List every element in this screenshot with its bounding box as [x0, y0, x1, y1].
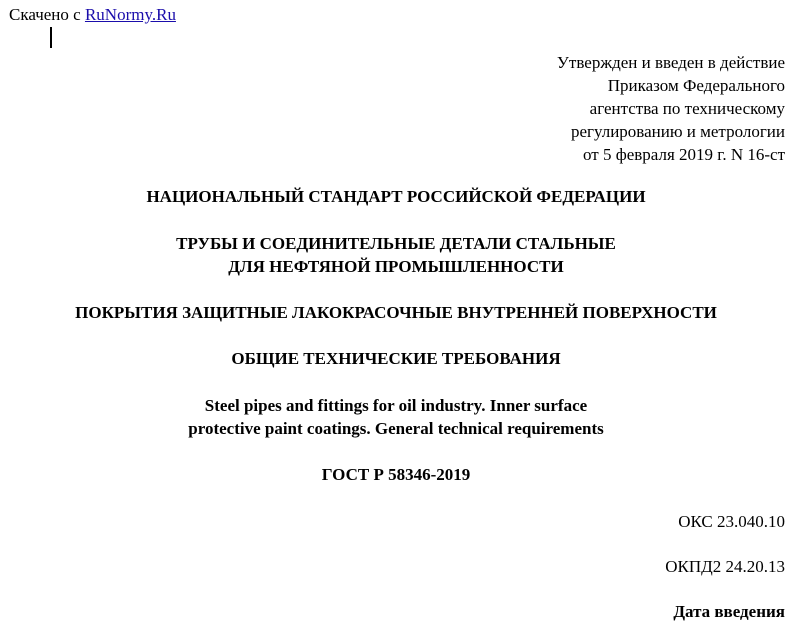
- intro-date-label: Дата введения: [673, 602, 785, 621]
- gost-number: ГОСТ Р 58346-2019: [321, 465, 471, 484]
- text-cursor: [50, 27, 52, 48]
- approval-line: от 5 февраля 2019 г. N 16-ст: [582, 145, 785, 164]
- approval-block: [557, 51, 785, 166]
- source-prefix: Скачено с: [9, 5, 85, 24]
- english-title-line: Steel pipes and fittings for oil industry. Inner surface: [204, 396, 588, 415]
- approval-line: Утвержден и введен в действие: [556, 53, 785, 72]
- runormy-link[interactable]: RuNormy.Ru: [84, 5, 176, 24]
- source-line: [9, 3, 176, 26]
- title-line: ТРУБЫ И СОЕДИНИТЕЛЬНЫЕ ДЕТАЛИ СТАЛЬНЫЕ: [176, 234, 616, 253]
- oks-code: ОКС 23.040.10: [678, 512, 785, 531]
- title-line: ДЛЯ НЕФТЯНОЙ ПРОМЫШЛЕННОСТИ: [228, 257, 564, 276]
- english-title-line: protective paint coatings. General technical requirements: [188, 419, 604, 438]
- approval-line: агентства по техническому: [589, 99, 785, 118]
- approval-line: регулированию и метрологии: [570, 122, 785, 141]
- section-heading: ОБЩИЕ ТЕХНИЧЕСКИЕ ТРЕБОВАНИЯ: [231, 349, 561, 368]
- english-title-block: [0, 394, 792, 440]
- title-block: [0, 232, 792, 278]
- standard-type-heading: НАЦИОНАЛЬНЫЙ СТАНДАРТ РОССИЙСКОЙ ФЕДЕРАЦИИ: [146, 187, 646, 206]
- subtitle-heading: ПОКРЫТИЯ ЗАЩИТНЫЕ ЛАКОКРАСОЧНЫЕ ВНУТРЕННЕЙ ПОВЕРХНОСТИ: [75, 303, 717, 322]
- okpd2-code: ОКПД2 24.20.13: [665, 557, 785, 576]
- approval-line: Приказом Федерального: [607, 76, 785, 95]
